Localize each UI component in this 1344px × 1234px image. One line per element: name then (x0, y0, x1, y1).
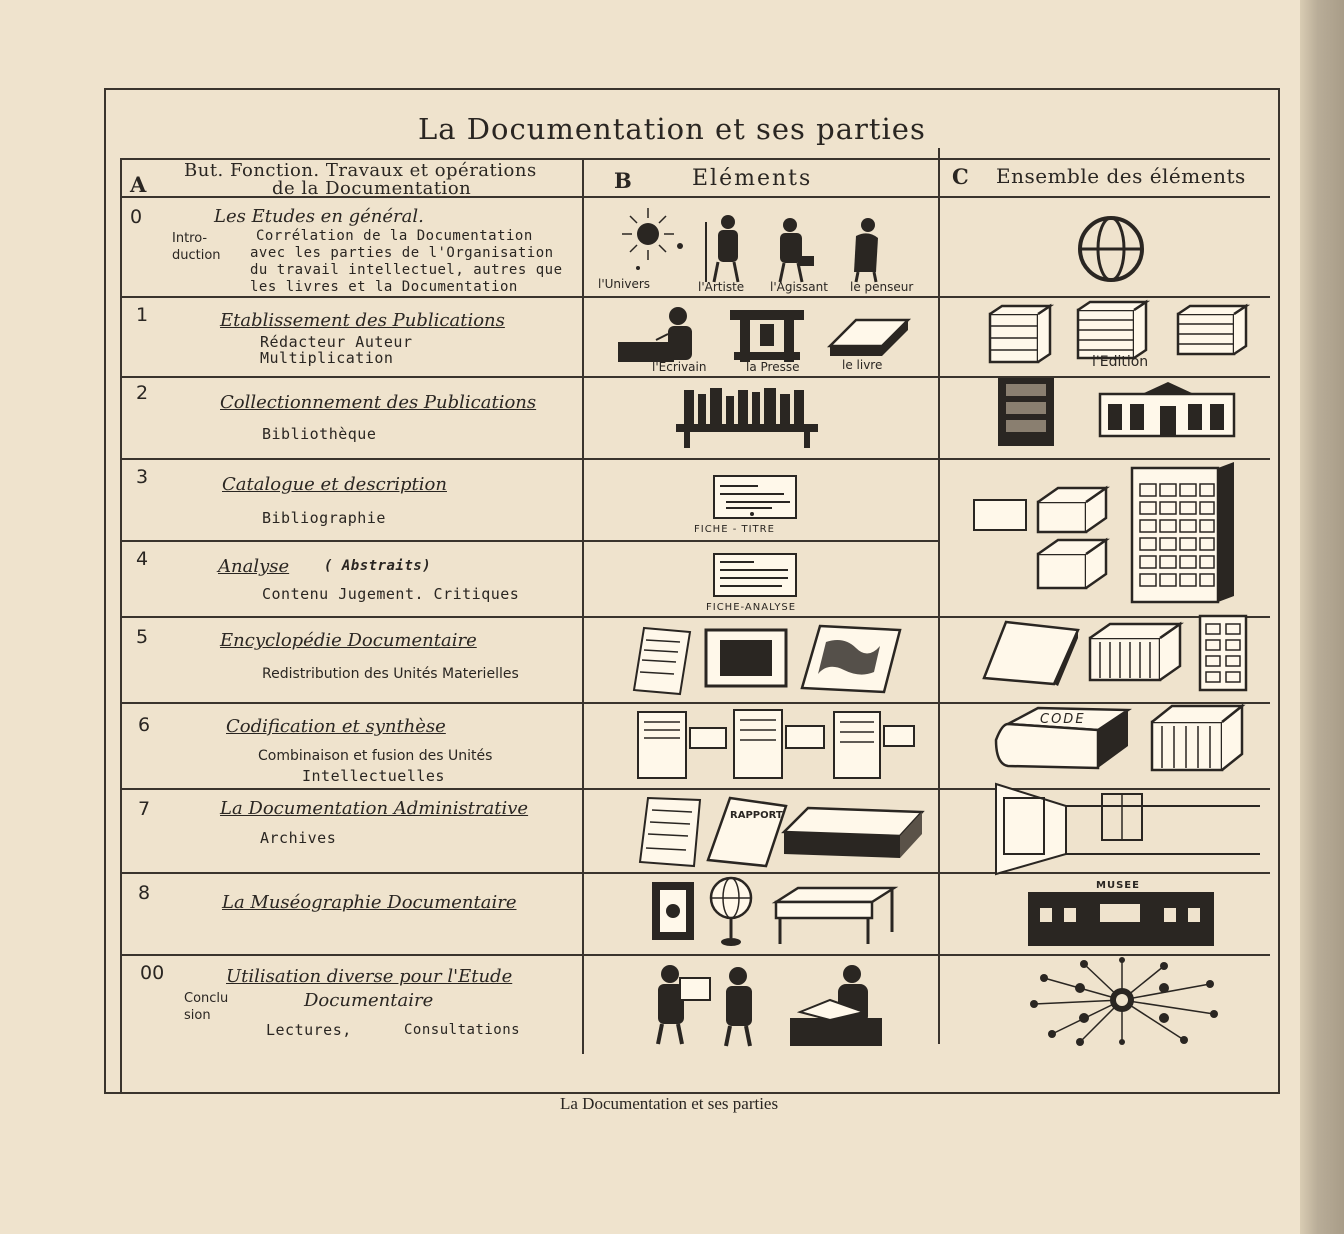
col-c-letter: C (952, 164, 969, 189)
row-subtitle: Combinaison et fusion des Unités (258, 748, 493, 764)
illustration-label: l'Agissant (770, 280, 828, 294)
card-cabinet-icon (1130, 462, 1236, 604)
museum-building-icon (1026, 886, 1216, 948)
row-subtitle: Rédacteur Auteur (260, 333, 413, 351)
row-subtitle: Lectures, (266, 1021, 352, 1039)
archive-document-illustration (638, 796, 702, 868)
illustration-label: l'Artiste (698, 280, 745, 294)
col-divider (582, 158, 584, 1054)
row-number: 00 (140, 962, 165, 984)
thinker-figure-illustration (846, 216, 886, 284)
row-subtitle: Corrélation de la Documentation (256, 228, 533, 244)
col-divider (938, 148, 940, 1044)
row-title: Codification et synthèse (226, 716, 446, 737)
illustration-label: MUSEE (1096, 880, 1140, 891)
document-sheet-illustration (632, 626, 692, 696)
side-note-line: duction (172, 248, 221, 263)
book-illustration (826, 314, 910, 360)
row-title: Collectionnement des Publications (220, 392, 537, 413)
row-title: La Muséographie Documentaire (222, 892, 517, 913)
page-edge-shadow (1300, 0, 1344, 1234)
row-number: 1 (136, 304, 149, 326)
row-subtitle: Archives (260, 829, 337, 847)
figure-caption: La Documentation et ses parties (560, 1094, 779, 1113)
network-icon (1024, 958, 1220, 1044)
row-subtitle: Redistribution des Unités Materielles (262, 666, 519, 682)
card-and-drawers-icon (972, 484, 1112, 594)
illustration-label: la Presse (746, 360, 800, 374)
row-subtitle: les livres et la Documentation (250, 279, 518, 295)
row-title: Documentaire (304, 990, 434, 1011)
card-drawer-icon (1088, 622, 1182, 682)
report-scroll-illustration (706, 796, 788, 868)
illustration-label: CODE (1040, 712, 1086, 727)
map-sheet-illustration (800, 622, 902, 694)
artist-figure-illustration (700, 212, 750, 284)
ledger-book-illustration (780, 806, 924, 862)
col-a-header-line1: But. Fonction. Travaux et opérations (184, 160, 537, 181)
framed-picture-illustration (650, 880, 696, 942)
row-number: 2 (136, 382, 149, 404)
divider (120, 296, 1270, 298)
page-title: La Documentation et ses parties (418, 112, 926, 146)
row-title: Etablissement des Publications (220, 310, 505, 331)
row-title: Catalogue et description (222, 474, 447, 495)
divider (120, 954, 1270, 956)
bookshelf-illustration (676, 386, 818, 448)
row-side-note (184, 990, 228, 1024)
illustration-label: l'Edition (1092, 354, 1149, 370)
display-case-illustration (774, 886, 896, 946)
row-subtitle: Multiplication (260, 349, 394, 367)
picture-frame-illustration (704, 628, 788, 688)
reading-figures-illustration (640, 962, 890, 1048)
row-title: Encyclopédie Documentaire (220, 630, 477, 651)
divider (120, 616, 1270, 618)
side-note-line: Conclu (184, 991, 229, 1006)
illustration-label: FICHE - TITRE (694, 524, 775, 535)
bookcase-icon (996, 376, 1056, 448)
illustration-label: RAPPORT (730, 810, 783, 821)
row-title: Les Etudes en général. (214, 206, 424, 227)
filing-box-icon (1150, 704, 1244, 772)
row-number: 8 (138, 882, 151, 904)
book-stack-icon (1176, 304, 1248, 356)
cabinet-icon (1198, 614, 1248, 692)
globe-stand-illustration (708, 872, 754, 948)
book-stack-icon (988, 304, 1052, 364)
row-subtitle: du travail intellectuel, autres que (250, 262, 563, 278)
catalog-card-illustration (712, 474, 798, 520)
illustration-label: le penseur (850, 280, 914, 294)
col-b-header: Eléments (692, 166, 813, 191)
col-b-letter: B (614, 168, 632, 193)
abstract-card-illustration (712, 552, 798, 598)
book-stack-icon (1076, 300, 1150, 360)
illustration-label: FICHE-ANALYSE (706, 602, 797, 613)
folder-icon (982, 620, 1080, 686)
writer-at-desk-illustration (616, 304, 700, 366)
row-number: 0 (130, 206, 143, 228)
row-number: 6 (138, 714, 151, 736)
row-number: 5 (136, 626, 149, 648)
globe-icon (1076, 214, 1146, 284)
illustration-label: l'Ecrivain (652, 360, 707, 374)
archive-room-icon (996, 784, 1260, 874)
printing-press-illustration (730, 310, 804, 362)
illustration-label: l'Univers (598, 277, 651, 291)
library-building-icon (1098, 380, 1236, 438)
worker-figure-illustration (768, 216, 818, 284)
divider (120, 540, 940, 542)
row-title: La Documentation Administrative (220, 798, 529, 819)
row-number: 7 (138, 798, 151, 820)
side-note-line: Intro- (172, 231, 208, 246)
divider (120, 702, 1270, 704)
documents-and-cards-illustration (636, 708, 920, 780)
row-number: 4 (136, 548, 149, 570)
col-c-header: Ensemble des éléments (996, 164, 1246, 188)
universe-sun-illustration (608, 202, 688, 282)
divider (120, 376, 1270, 378)
row-title: Analyse (218, 556, 290, 577)
side-note-line: sion (184, 1008, 211, 1023)
col-a-header-line2: de la Documentation (272, 178, 472, 199)
row-aside: ( Abstraits) (324, 558, 432, 574)
row-subtitle: Bibliographie (262, 509, 386, 527)
col-a-letter: A (130, 172, 147, 197)
row-subtitle: Bibliothèque (262, 425, 377, 443)
illustration-label: le livre (842, 358, 883, 372)
row-side-note (172, 230, 221, 264)
row-subtitle: Consultations (404, 1022, 521, 1038)
row-subtitle: Intellectuelles (302, 767, 445, 785)
row-number: 3 (136, 466, 149, 488)
row-title: Utilisation diverse pour l'Etude (226, 966, 513, 987)
row-subtitle: Contenu Jugement. Critiques (262, 585, 520, 603)
row-subtitle: avec les parties de l'Organisation (250, 245, 554, 261)
divider (120, 458, 1270, 460)
col-divider (120, 158, 122, 1092)
